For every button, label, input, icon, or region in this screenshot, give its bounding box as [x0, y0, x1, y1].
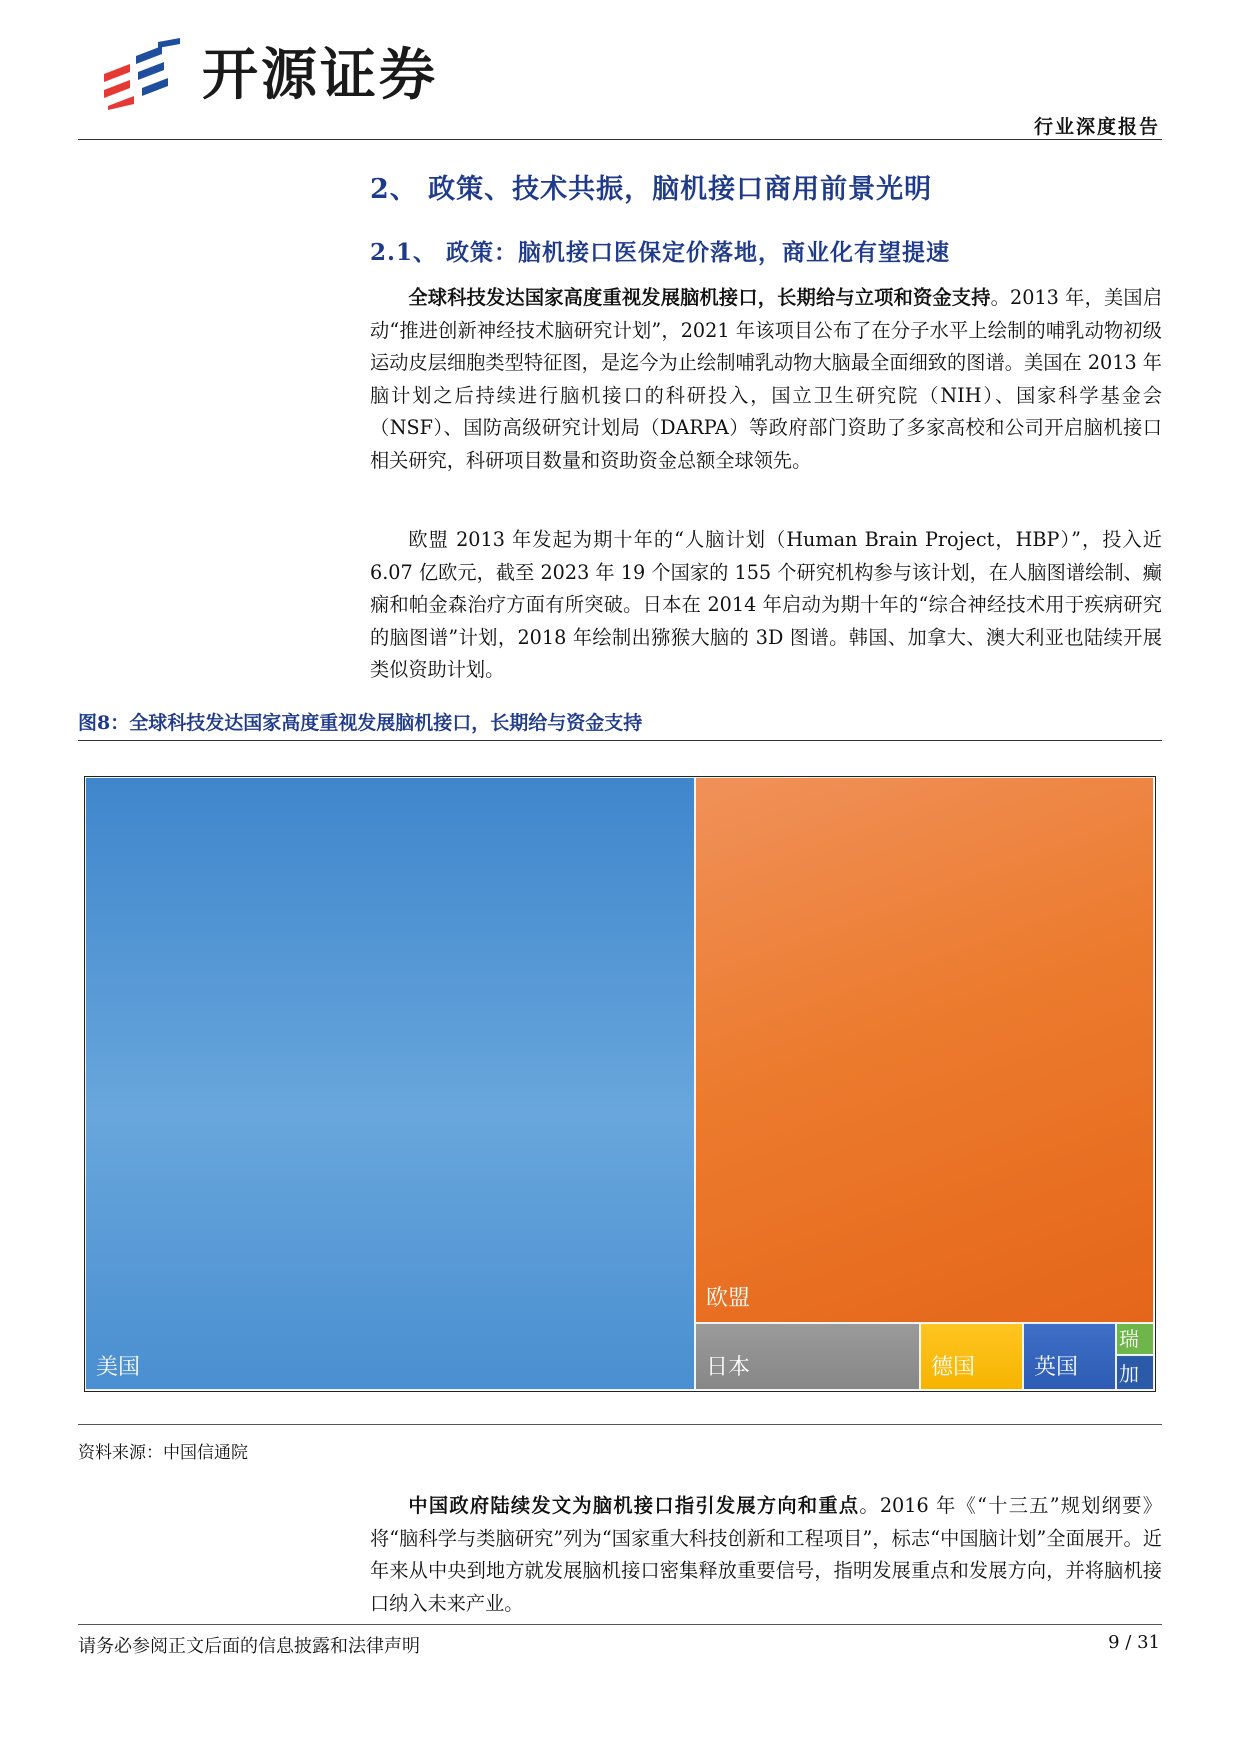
paragraph-body-text: 。2013 年，美国启动“推进创新神经技术脑研究计划”，2021 年该项目公布了在分子水平上绘制的哺乳动物初级运动皮层细胞类型特征图，是迄今为止绘制哺乳动物大脑最全面细致的图谱。美国在 2013 年脑计划之后持续进行脑机接口的科研投入，国立卫生研究院（NIH）、国家科学基金会（NSF）、国防高级研究计划局（DARPA）等政府部门资助了多家高校和公司开启脑机接口相关研究，科研项目数量和资助资金总额全球领先。: [370, 286, 1163, 472]
paragraph-lead-text: 中国政府陆续发文为脑机接口指引发展方向和重点: [408, 1494, 860, 1517]
treemap-label-us: 美国: [96, 1355, 141, 1380]
figure-divider: [78, 740, 1162, 741]
treemap-label-japan: 日本: [706, 1355, 751, 1380]
treemap-cell-canada: [1116, 1355, 1154, 1390]
treemap-cell-eu: [695, 777, 1154, 1323]
treemap-label-switzerland: 瑞: [1119, 1327, 1139, 1351]
company-logo-icon: [100, 38, 190, 110]
paragraph-us-funding: [370, 282, 1162, 478]
treemap-label-uk: 英国: [1034, 1355, 1079, 1380]
section-heading: 2、 政策、技术共振，脑机接口商用前景光明: [370, 174, 933, 205]
paragraph-eu-japan: 欧盟 2013 年发起为期十年的“人脑计划（Human Brain Project，HBP）”，投入近 6.07 亿欧元，截至 2023 年 19 个国家的 155 个研究机构参与该计划，在人脑图谱绘制、癫痫和帕金森治疗方面有所突破。日本在 2014 年启动为期十年的“综合神经技术用于疾病研究的脑图谱”计划，2018 年绘制出猕猴大脑的 3D 图谱。韩国、加拿大、澳大利亚也陆续开展类似资助计划。: [370, 528, 1162, 682]
page-number: 9 / 31: [1108, 1632, 1160, 1653]
source-divider: [78, 1424, 1162, 1425]
treemap-cell-japan: [695, 1323, 920, 1390]
subsection-heading: 2.1、 政策：脑机接口医保定价落地，商业化有望提速: [370, 239, 951, 266]
treemap-cell-uk: [1023, 1323, 1116, 1390]
footer-disclaimer: 请务必参阅正文后面的信息披露和法律声明: [78, 1636, 420, 1657]
paragraph-lead-text: 全球科技发达国家高度重视发展脑机接口，长期给与立项和资金支持: [408, 286, 991, 309]
report-type-label: 行业深度报告: [1033, 116, 1160, 138]
treemap-label-germany: 德国: [931, 1355, 976, 1380]
figure-title: 图8：全球科技发达国家高度重视发展脑机接口，长期给与资金支持: [78, 712, 643, 734]
paragraph-body-text: 。2016 年《“十三五”规划纲要》将“脑科学与类脑研究”列为“国家重大科技创新和工程项目”，标志“中国脑计划”全面展开。近年来从中央到地方就发展脑机接口密集释放重要信号，指明发展重点和发展方向，并将脑机接口纳入未来产业。: [370, 1494, 1162, 1615]
treemap-cell-germany: [920, 1323, 1023, 1390]
treemap-cell-us: [85, 777, 695, 1390]
treemap-label-eu: 欧盟: [706, 1286, 751, 1311]
header-divider: [78, 139, 1162, 140]
paragraph-china-policy: [370, 1490, 1162, 1620]
brand-name: 开源证券: [202, 43, 438, 108]
footer-divider: [78, 1624, 1162, 1625]
treemap-chart: [84, 776, 1156, 1392]
figure-source: 资料来源：中国信通院: [78, 1443, 248, 1463]
treemap-cell-switzerland: [1116, 1323, 1154, 1355]
treemap-label-canada: 加: [1119, 1362, 1139, 1386]
